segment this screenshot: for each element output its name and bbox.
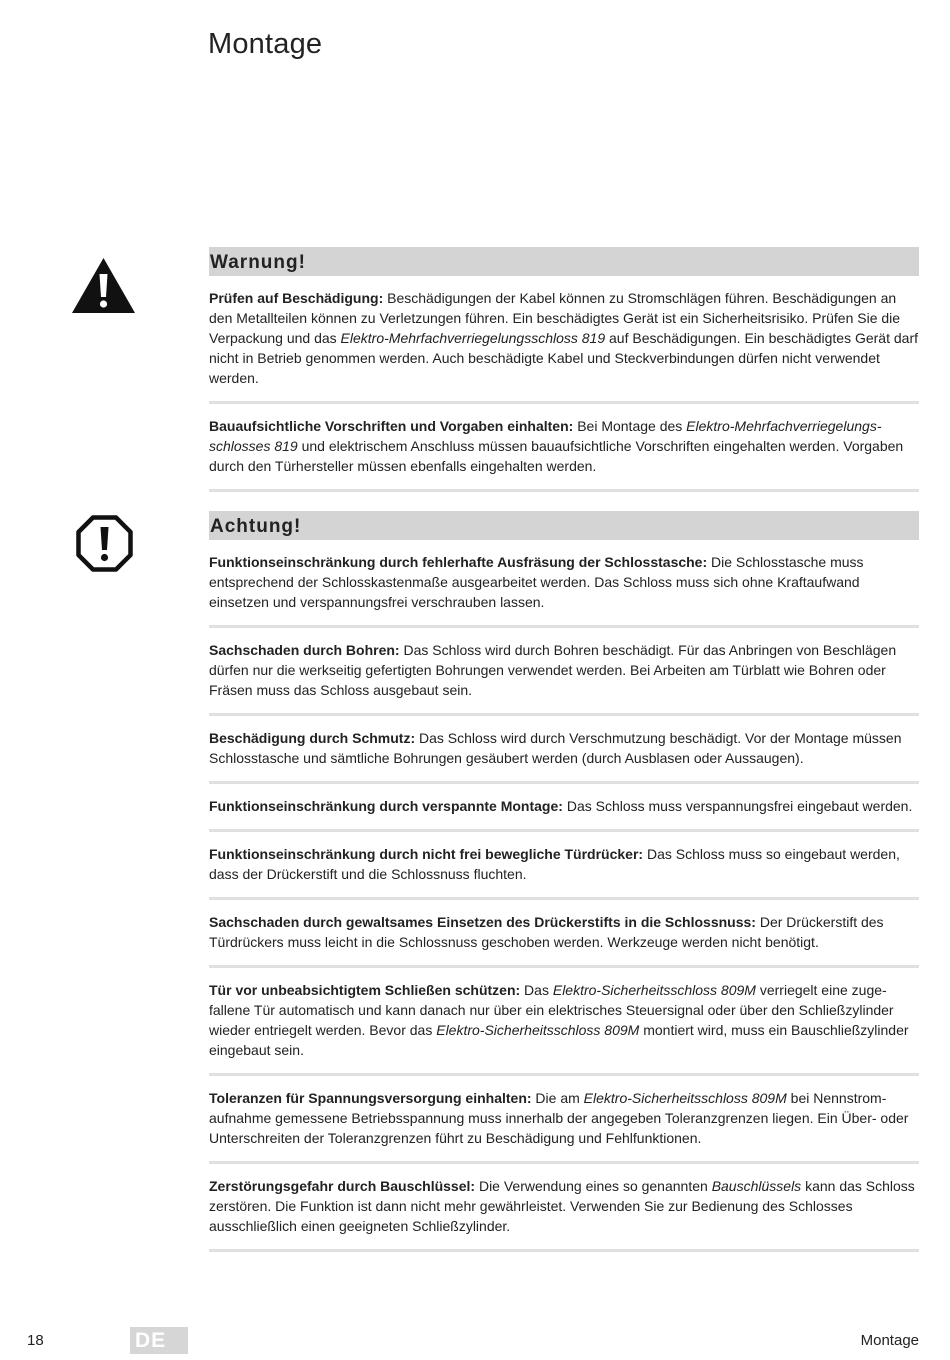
- notice-text: Der Drückerstift des Türdrückers muss leicht in die Schlossnuss geschoben werden. Werkzeuge werden nicht benötigt.: [209, 914, 884, 950]
- notice-text: verriegelt eine zugefallene Tür automatisch und kann danach nur über ein elektrisches Steuersignal oder über den Schließzylinder wieder entriegelt werden. Bevor das: [209, 982, 894, 1038]
- notice-text: Beschädigungen der Kabel können zu Stromschlägen führen. Beschädigungen an den Metallteilen können zu Verletzungen führen. Ein beschädigtes Gerät ist ein Sicherheitsrisiko. Prüfen Sie die Verpackung und das: [209, 290, 901, 346]
- notice-text: Das Schloss wird durch Verschmutzung beschädigt. Vor der Montage müssen Schlosstasche und sämtliche Bohrungen gesäubert werden (durch Ausblasen oder Aussaugen).: [209, 730, 902, 766]
- product-name: Bauschlüssels: [711, 1178, 802, 1194]
- notice-lead: Zerstörungsgefahr durch Bauschlüssel:: [209, 1178, 476, 1194]
- notice-paragraph: [209, 276, 919, 404]
- page-title: Montage: [208, 28, 323, 60]
- notice-paragraph: [209, 628, 919, 716]
- notice-text: Das Schloss wird durch Bohren beschädigt. Für das Anbringen von Beschlägen dürfen nur die werkseitig gefertigten Bohrungen verwendet werden. Bei Arbeiten am Türblatt wie Bohren oder Fräsen muss das Schloss ausgebaut sein.: [209, 642, 897, 698]
- notice-lead: Prüfen auf Beschädigung:: [209, 290, 384, 306]
- footer-page-number: 18: [27, 1332, 44, 1349]
- notice-paragraph: [209, 540, 919, 628]
- caution-paragraphs: [209, 540, 919, 1252]
- notice-paragraph: [209, 716, 919, 784]
- product-name: Elektro-Mehrfachverriegelungsschlosses 819: [209, 418, 882, 454]
- footer-section-title: Montage: [860, 1332, 919, 1349]
- caution-header: Achtung!: [209, 511, 919, 540]
- notice-lead: Sachschaden durch gewaltsames Einsetzen des Drückerstifts in die Schlossnuss:: [209, 914, 756, 930]
- notice-paragraph: [209, 1164, 919, 1252]
- product-name: Elektro-Sicherheitsschloss 809M: [552, 982, 756, 998]
- product-name: Elektro-Mehrfachverriegelungsschloss 819: [340, 330, 606, 346]
- notice-lead: Beschädigung durch Schmutz:: [209, 730, 416, 746]
- notice-lead: Toleranzen für Spannungsversorgung einhalten:: [209, 1090, 532, 1106]
- notice-text: montiert wird, muss ein Bauschließzylinder eingebaut sein.: [209, 1022, 909, 1058]
- warning-header: Warnung!: [209, 247, 919, 276]
- notice-text: Das: [520, 982, 553, 998]
- product-name: Elektro-Sicherheitsschloss 809M: [583, 1090, 787, 1106]
- warning-paragraphs: [209, 276, 919, 492]
- notice-lead: Bauaufsichtliche Vorschriften und Vorgaben einhalten:: [209, 418, 574, 434]
- notice-text: kann das Schloss zerstören. Die Funktion ist dann nicht mehr gewährleistet. Verwenden Sie zur Bedienung des Schlosses ausschließlich einen geeigneten Schließzylinder.: [209, 1178, 915, 1234]
- notice-paragraph: [209, 1076, 919, 1164]
- notice-paragraph: [209, 832, 919, 900]
- footer-language-badge: DE: [130, 1327, 188, 1354]
- notice-lead: Funktionseinschränkung durch verspannte Montage:: [209, 798, 563, 814]
- notice-text: Die Schlosstasche muss entsprechend der Schlosskastenmaße ausgearbeitet werden. Das Schloss muss sich ohne Kraftaufwand einsetzen und verspannungsfrei verschrauben lassen.: [209, 554, 864, 610]
- notice-paragraph: [209, 784, 919, 832]
- notice-text: Das Schloss muss so eingebaut werden, dass der Drückerstift und die Schlossnuss fluchten.: [209, 846, 900, 882]
- warning-section: [209, 247, 919, 492]
- notice-lead: Tür vor unbeabsichtigtem Schließen schützen:: [209, 982, 521, 998]
- caution-octagon-icon: [76, 515, 133, 572]
- notice-paragraph: [209, 900, 919, 968]
- notice-text: Die Verwendung eines so genannten: [475, 1178, 712, 1194]
- notice-paragraph: [209, 968, 919, 1076]
- notice-text: Bei Montage des: [573, 418, 687, 434]
- notice-lead: Funktionseinschränkung durch nicht frei bewegliche Türdrücker:: [209, 846, 644, 862]
- notice-text: bei Nennstromaufnahme gemessene Betriebsspannung muss innerhalb der angegeben Toleranzgrenzen liegen. Ein Über- oder Unterschreiten der Toleranzgrenzen führt zu Beschädigung und Fehlfunktionen.: [209, 1090, 909, 1146]
- notice-text: Die am: [531, 1090, 584, 1106]
- notice-paragraph: [209, 404, 919, 492]
- warning-triangle-icon: [71, 257, 136, 314]
- product-name: Elektro-Sicherheitsschloss 809M: [436, 1022, 640, 1038]
- notice-text: und elektrischem Anschluss müssen bauaufsichtliche Vorschriften eingehalten werden. Vorgaben durch den Türhersteller müssen ebenfalls eingehalten werden.: [209, 438, 904, 474]
- notice-lead: Sachschaden durch Bohren:: [209, 642, 400, 658]
- notice-text: auf Beschädigungen. Ein beschädigtes Gerät darf nicht in Betrieb genommen werden. Auch beschädigte Kabel und Steckverbindungen dürfen nicht verwendet werden.: [209, 330, 918, 386]
- notice-lead: Funktionseinschränkung durch fehlerhafte Ausfräsung der Schlosstasche:: [209, 554, 708, 570]
- notice-text: Das Schloss muss verspannungsfrei eingebaut werden.: [562, 798, 913, 814]
- caution-section: [209, 511, 919, 1252]
